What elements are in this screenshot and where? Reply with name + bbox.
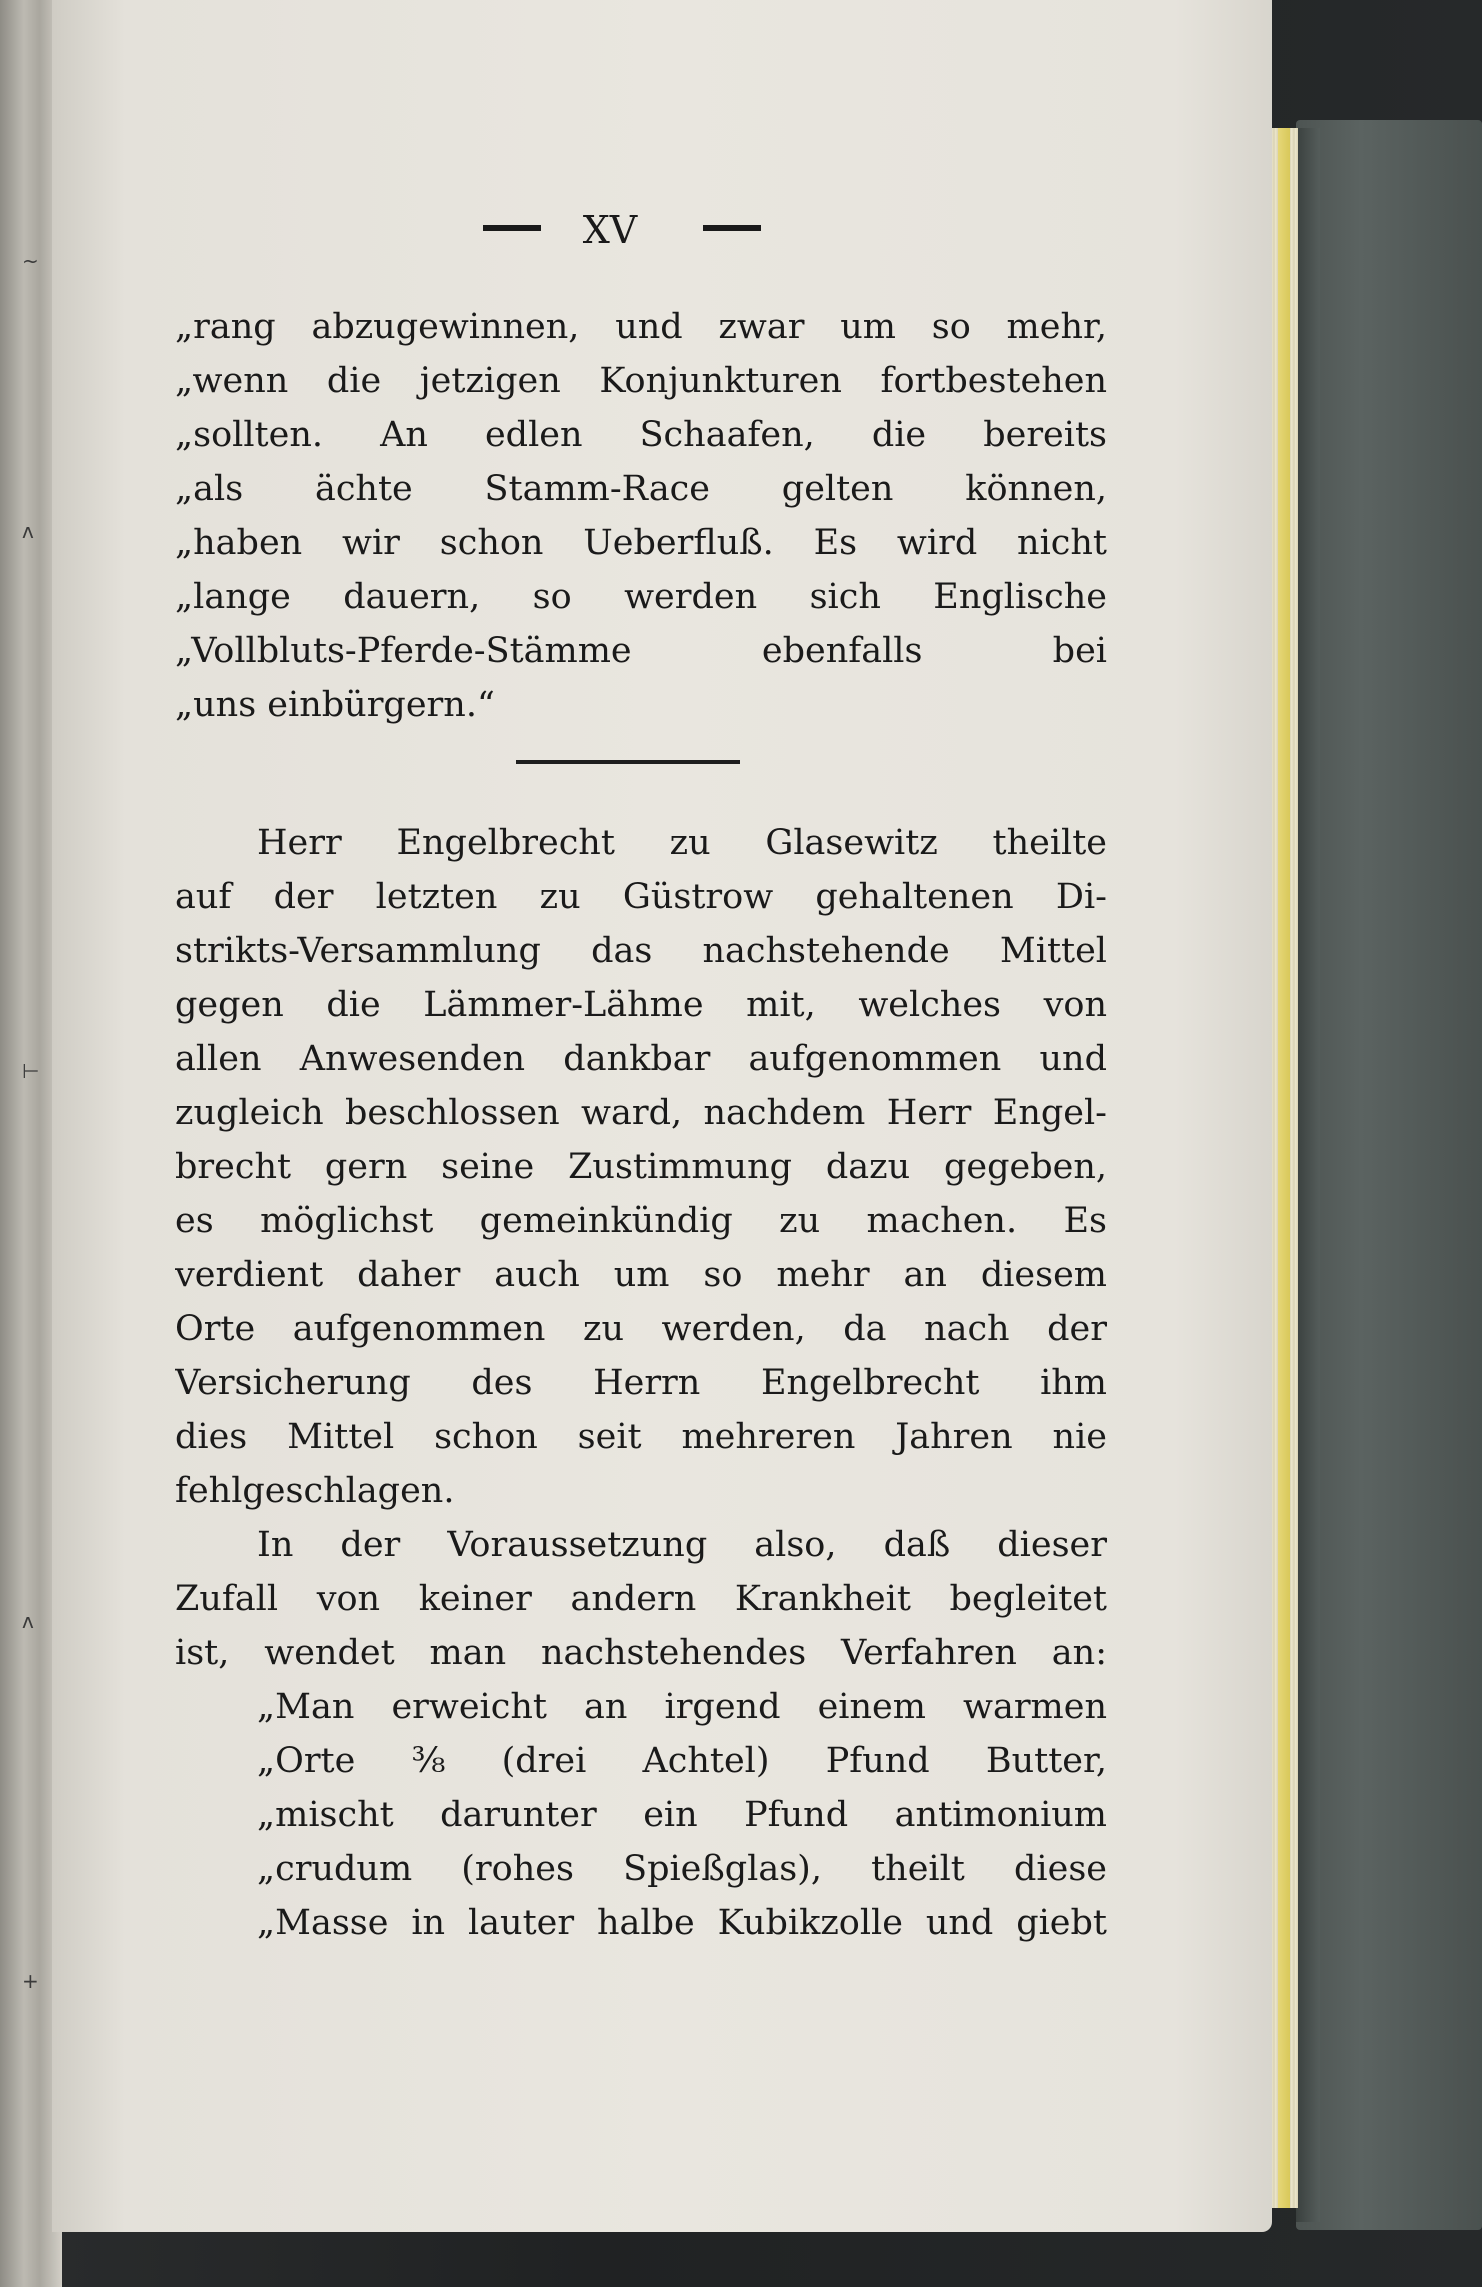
book-cover [1296, 120, 1482, 2230]
paragraph-line: allen Anwesenden dankbar aufgenommen und [175, 1039, 1107, 1079]
paragraph-line: ist, wendet man nachstehendes Verfahren an: [175, 1633, 1107, 1673]
paragraph-line: dies Mittel schon seit mehreren Jahren nie [175, 1417, 1107, 1457]
paragraph-line: es möglichst gemeinkündig zu machen. Es [175, 1201, 1107, 1241]
margin-mark: ʌ [22, 519, 34, 543]
paragraph-line: „Masse in lauter halbe Kubikzolle und giebt [257, 1903, 1107, 1943]
paragraph-line: „mischt darunter ein Pfund antimonium [257, 1795, 1107, 1835]
quote-line: „haben wir schon Ueberfluß. Es wird nicht [175, 523, 1107, 563]
margin-mark: + [22, 1969, 39, 1993]
paragraph-line: „Man erweicht an irgend einem warmen [257, 1687, 1107, 1727]
section-divider [516, 760, 740, 764]
paragraph-line: gegen die Lämmer-Lähme mit, welches von [175, 985, 1107, 1025]
paragraph-line: strikts-Versammlung das nachstehende Mittel [175, 931, 1107, 971]
facing-page-edge [0, 0, 40, 2287]
paragraph-line: brecht gern seine Zustimmung dazu gegeben, [175, 1147, 1107, 1187]
paragraph-line: auf der letzten zu Güstrow gehaltenen Di- [175, 877, 1107, 917]
quote-line: „Vollbluts-Pferde-Stämme ebenfalls bei [175, 631, 1107, 671]
quote-line: „als ächte Stamm-Race gelten können, [175, 469, 1107, 509]
page-number: XV [582, 208, 638, 252]
quote-line: „wenn die jetzigen Konjunkturen fortbestehen [175, 361, 1107, 401]
paragraph-line: verdient daher auch um so mehr an diesem [175, 1255, 1107, 1295]
paragraph-line: Versicherung des Herrn Engelbrecht ihm [175, 1363, 1107, 1403]
paragraph-line: fehlgeschlagen. [175, 1471, 455, 1511]
paragraph-line: zugleich beschlossen ward, nachdem Herr Engel- [175, 1093, 1107, 1133]
cover-inner-edge [1296, 128, 1320, 2222]
paragraph-line: „crudum (rohes Spießglas), theilt diese [257, 1849, 1107, 1889]
gilded-edge [1278, 128, 1290, 2208]
quote-line: „lange dauern, so werden sich Englische [175, 577, 1107, 617]
quote-line: „rang abzugewinnen, und zwar um so mehr, [175, 307, 1107, 347]
margin-mark: ~ [22, 249, 39, 273]
quote-line: „sollten. An edlen Schaafen, die bereits [175, 415, 1107, 455]
margin-mark: ⊢ [22, 1059, 40, 1083]
paragraph-line: In der Voraussetzung also, daß dieser [257, 1525, 1107, 1565]
paragraph-line: Orte aufgenommen zu werden, da nach der [175, 1309, 1107, 1349]
page-number-dash-right [703, 225, 761, 231]
margin-mark: ʌ [22, 1609, 34, 1633]
paragraph-line: „Orte ⅜ (drei Achtel) Pfund Butter, [257, 1741, 1107, 1781]
paragraph-line: Zufall von keiner andern Krankheit begleitet [175, 1579, 1107, 1619]
quote-line: „uns einbürgern.“ [175, 685, 495, 725]
paragraph-line: Herr Engelbrecht zu Glasewitz theilte [257, 823, 1107, 863]
